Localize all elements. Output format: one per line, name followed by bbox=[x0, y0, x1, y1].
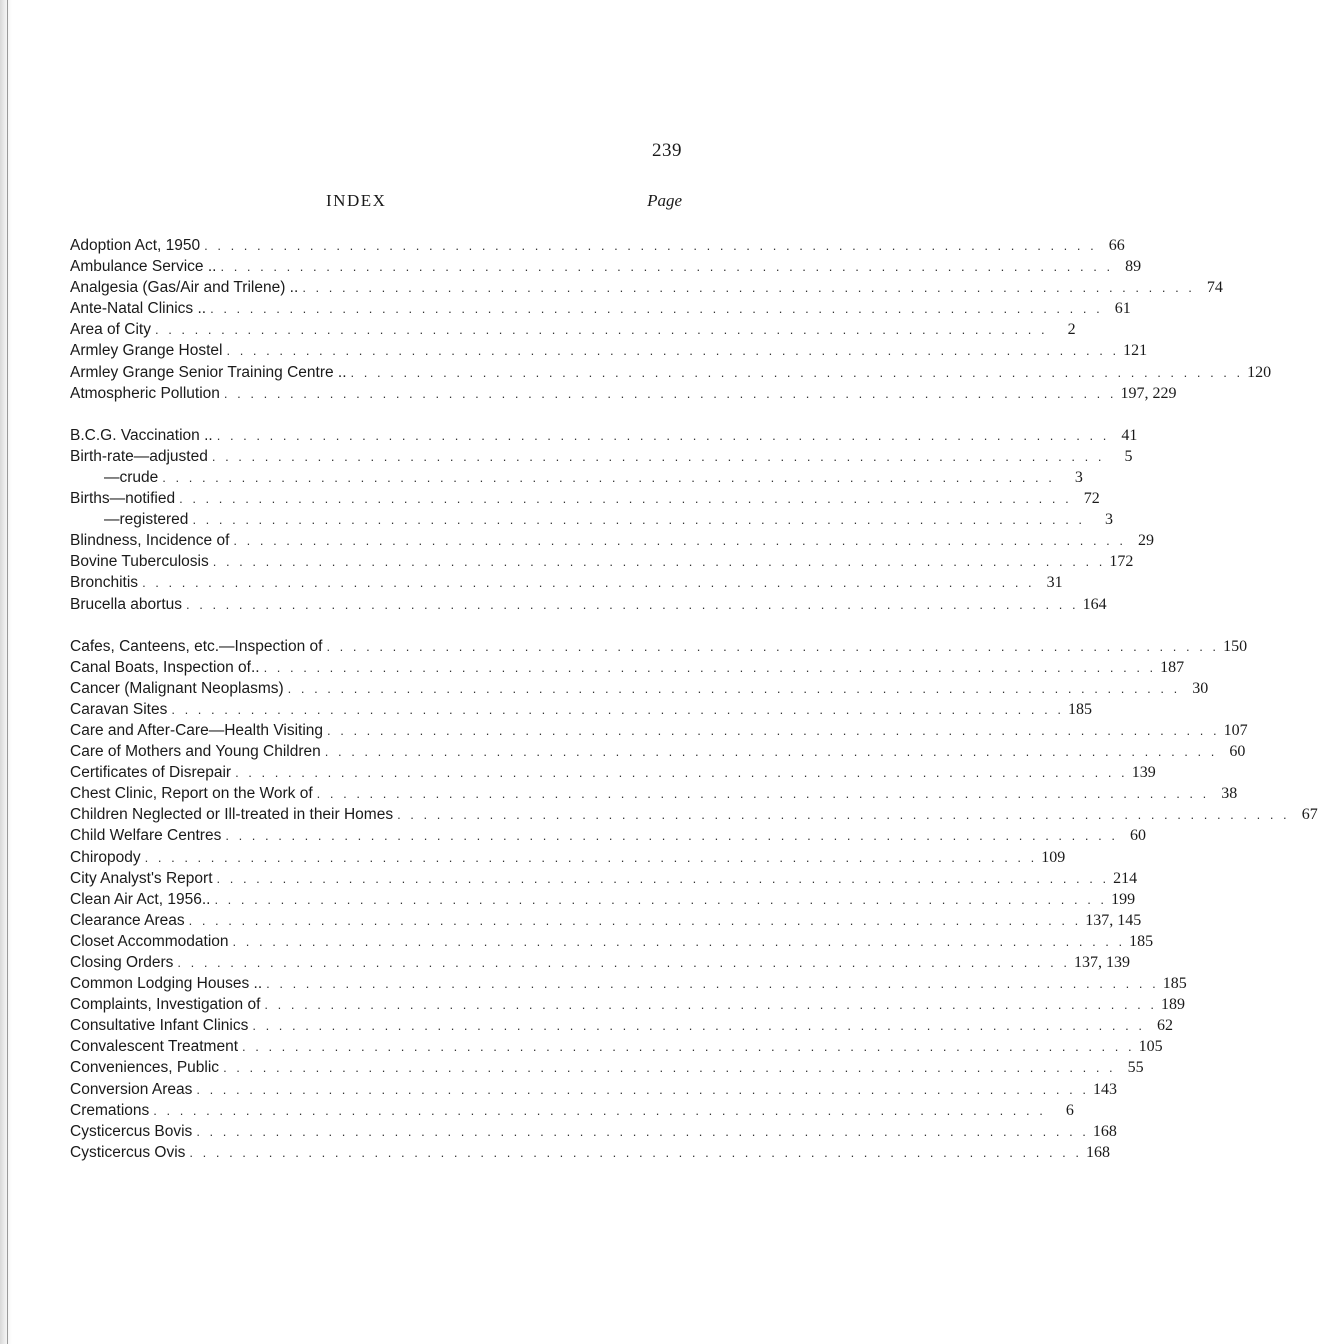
index-term: Adoption Act, 1950 bbox=[70, 237, 201, 254]
index-page-ref: 189 bbox=[1161, 996, 1186, 1014]
dot-leader: . . . . . . . . . . . . . . . . . . . . . . . . . . . . . . . . . . . . . . . . . . . . . . . . . . . . . . . . . . . . . . . . . . . . bbox=[204, 238, 1097, 253]
index-entry bbox=[70, 362, 1272, 383]
index-page-ref: 41 bbox=[1121, 426, 1138, 444]
index-page-ref: 137, 145 bbox=[1085, 911, 1142, 929]
index-term: Ambulance Service .. bbox=[70, 258, 217, 276]
index-page-ref: 109 bbox=[1041, 848, 1066, 866]
index-entry bbox=[70, 298, 1131, 319]
dot-leader: . . . . . . . . . . . . . . . . . . . . . . . . . . . . . . . . . . . . . . . . . . . . . . . . . . . . . . . . . . . . . . . . . . . . bbox=[188, 912, 1082, 928]
index-term: Armley Grange Senior Training Centre .. bbox=[70, 363, 347, 381]
index-title: INDEX bbox=[326, 191, 387, 210]
index-page-ref: 168 bbox=[1086, 1143, 1111, 1161]
index-term: Certificates of Disrepair bbox=[70, 764, 232, 782]
index-entry bbox=[70, 973, 1187, 994]
index-page-ref: 29 bbox=[1138, 532, 1155, 550]
dot-leader: . . . . . . . . . . . . . . . . . . . . . . . . . . . . . . . . . . . . . . . . . . . . . . . . . . . . . . . . . . . . . . . . . . . . bbox=[233, 533, 1127, 549]
dot-leader: . . . . . . . . . . . . . . . . . . . . . . . . . . . . . . . . . . . . . . . . . . . . . . . . . . . . . . . . . . . . . . . . . . . . bbox=[171, 701, 1064, 717]
dot-leader: . . . . . . . . . . . . . . . . . . . . . . . . . . . . . . . . . . . . . . . . . . . . . . . . . . . . . . . . . . . . . . . . . . . . bbox=[214, 891, 1108, 907]
dot-leader: . . . . . . . . . . . . . . . . . . . . . . . . . . . . . . . . . . . . . . . . . . . . . . . . . . . . . . . . . . . . . . . . . . . . bbox=[302, 280, 1195, 296]
index-entry bbox=[70, 1100, 1074, 1121]
index-entry bbox=[70, 1121, 1117, 1142]
index-entry bbox=[70, 340, 1148, 361]
index-page-ref: 187 bbox=[1160, 658, 1185, 676]
index-term: Births—notified bbox=[70, 490, 176, 508]
index-term: Closet Accommodation bbox=[70, 932, 229, 950]
index-entry bbox=[70, 636, 1248, 657]
index-entry bbox=[70, 699, 1092, 720]
index-entry bbox=[70, 425, 1138, 446]
index-page-ref: 139 bbox=[1131, 764, 1156, 782]
index-page-ref: 3 bbox=[1105, 511, 1114, 529]
index-term: Care of Mothers and Young Children bbox=[70, 743, 321, 761]
index-page-ref: 30 bbox=[1192, 679, 1209, 697]
index-entry bbox=[70, 509, 1114, 530]
page-number: 239 bbox=[652, 140, 682, 161]
dot-leader: . . . . . . . . . . . . . . . . . . . . . . . . . . . . . . . . . . . . . . . . . . . . . . . . . . . . . . . . . . . . . . . . . . . . bbox=[316, 786, 1210, 802]
index-entry bbox=[70, 1142, 1111, 1163]
index-term: Conversion Areas bbox=[70, 1080, 193, 1098]
index-term: Children Neglected or Ill-treated in their Homes bbox=[70, 806, 394, 824]
index-entry bbox=[70, 235, 1125, 256]
page-column-heading: Page bbox=[647, 191, 682, 210]
dot-leader: . . . . . . . . . . . . . . . . . . . . . . . . . . . . . . . . . . . . . . . . . . . . . . . . . . . . . . . . . . . . . . . . . . . . bbox=[177, 955, 1070, 970]
index-entry bbox=[70, 319, 1076, 340]
dot-leader: . . . . . . . . . . . . . . . . . . . . . . . . . . . . . . . . . . . . . . . . . . . . . . . . . . . . . . . . . . . . . . . . . . . . bbox=[263, 659, 1157, 675]
index-term: Bovine Tuberculosis bbox=[70, 553, 209, 571]
index-term: Chest Clinic, Report on the Work of bbox=[70, 785, 313, 803]
index-term: Canal Boats, Inspection of.. bbox=[70, 658, 260, 676]
index-page-ref: 66 bbox=[1108, 237, 1125, 254]
dot-leader: . . . . . . . . . . . . . . . . . . . . . . . . . . . . . . . . . . . . . . . . . . . . . . . . . . . . . . . . . . . . . . . . . . . . bbox=[189, 1144, 1083, 1160]
index-term: Clearance Areas bbox=[70, 911, 185, 929]
index-term: Clean Air Act, 1956.. bbox=[70, 890, 211, 908]
index-term: Conveniences, Public bbox=[70, 1059, 220, 1077]
index-term: Cysticercus Ovis bbox=[70, 1143, 186, 1161]
dot-leader: . . . . . . . . . . . . . . . . . . . . . . . . . . . . . . . . . . . . . . . . . . . . . . . . . . . . . . . . . . . . . . . . . . . . bbox=[266, 976, 1159, 992]
index-page-ref: 105 bbox=[1138, 1038, 1163, 1056]
index-term: Armley Grange Hostel bbox=[70, 342, 223, 360]
dot-leader: . . . . . . . . . . . . . . . . . . . . . . . . . . . . . . . . . . . . . . . . . . . . . . . . . . . . . . . . . . . . . . . . . . . . bbox=[211, 448, 1105, 464]
index-term: —registered bbox=[104, 511, 189, 529]
index-entry bbox=[70, 952, 1130, 973]
index-entry bbox=[70, 1036, 1163, 1057]
index-entries bbox=[70, 235, 1318, 1163]
index-entry bbox=[70, 488, 1100, 509]
index-page-ref: 2 bbox=[1067, 321, 1076, 339]
index-entry bbox=[70, 530, 1155, 551]
index-page-ref: 197, 229 bbox=[1120, 384, 1177, 402]
dot-leader: . . . . . . . . . . . . . . . . . . . . . . . . . . . . . . . . . . . . . . . . . . . . . . . . . . . . . . . . . . . . . . . . . . . . bbox=[196, 1123, 1089, 1139]
index-term: Complaints, Investigation of bbox=[70, 996, 261, 1014]
dot-leader: . . . . . . . . . . . . . . . . . . . . . . . . . . . . . . . . . . . . . . . . . . . . . . . . . . . . . . . . . . . . . . . . . . . . bbox=[210, 301, 1103, 317]
dot-leader: . . . . . . . . . . . . . . . . . . . . . . . . . . . . . . . . . . . . . . . . . . . . . . . . . . . . . . . . . . . . . . . . . . . . bbox=[192, 512, 1086, 528]
index-entry bbox=[70, 594, 1107, 615]
index-entry bbox=[70, 868, 1138, 889]
index-section bbox=[70, 425, 1155, 615]
dot-leader: . . . . . . . . . . . . . . . . . . . . . . . . . . . . . . . . . . . . . . . . . . . . . . . . . . . . . . . . . . . . . . . . . . . . bbox=[186, 596, 1079, 612]
index-entry bbox=[70, 741, 1246, 762]
dot-leader: . . . . . . . . . . . . . . . . . . . . . . . . . . . . . . . . . . . . . . . . . . . . . . . . . . . . . . . . . . . . . . . . . . . . bbox=[212, 554, 1106, 570]
index-entry bbox=[70, 572, 1063, 593]
dot-leader: . . . . . . . . . . . . . . . . . . . . . . . . . . . . . . . . . . . . . . . . . . . . . . . . . . . . . . . . . . . . . . . . . . . . bbox=[179, 491, 1072, 507]
dot-leader: . . . . . . . . . . . . . . . . . . . . . . . . . . . . . . . . . . . . . . . . . . . . . . . . . . . . . . . . . . . . . . . . . . . . bbox=[264, 997, 1158, 1013]
index-term: Common Lodging Houses .. bbox=[70, 975, 263, 993]
dot-leader: . . . . . . . . . . . . . . . . . . . . . . . . . . . . . . . . . . . . . . . . . . . . . . . . . . . . . . . . . . . . . . . . . . . . bbox=[223, 1060, 1116, 1076]
index-page-ref: 62 bbox=[1156, 1017, 1173, 1035]
index-term: Child Welfare Centres bbox=[70, 827, 222, 845]
index-entry bbox=[70, 446, 1133, 467]
index-entry bbox=[70, 825, 1146, 846]
index-entry bbox=[70, 1057, 1144, 1078]
index-page-ref: 107 bbox=[1223, 721, 1248, 739]
index-section bbox=[70, 636, 1318, 1163]
index-term: Area of City bbox=[70, 321, 151, 339]
index-page-ref: 172 bbox=[1109, 553, 1134, 571]
index-page-ref: 38 bbox=[1221, 785, 1238, 803]
index-term: Cremations bbox=[70, 1101, 150, 1119]
index-term: B.C.G. Vaccination .. bbox=[70, 426, 213, 444]
dot-leader: . . . . . . . . . . . . . . . . . . . . . . . . . . . . . . . . . . . . . . . . . . . . . . . . . . . . . . . . . . . . . . . . . . . . bbox=[252, 1018, 1145, 1034]
index-page-ref: 185 bbox=[1067, 700, 1092, 718]
index-page-ref: 31 bbox=[1046, 574, 1063, 592]
dot-leader: . . . . . . . . . . . . . . . . . . . . . . . . . . . . . . . . . . . . . . . . . . . . . . . . . . . . . . . . . . . . . . . . . . . . bbox=[326, 638, 1220, 654]
dot-leader: . . . . . . . . . . . . . . . . . . . . . . . . . . . . . . . . . . . . . . . . . . . . . . . . . . . . . . . . . . . . . . . . . . . . bbox=[225, 828, 1118, 844]
index-entry bbox=[70, 910, 1142, 931]
dot-leader: . . . . . . . . . . . . . . . . . . . . . . . . . . . . . . . . . . . . . . . . . . . . . . . . . . . . . . . . . . . . . . . . . . . . bbox=[327, 722, 1220, 738]
dot-leader: . . . . . . . . . . . . . . . . . . . . . . . . . . . . . . . . . . . . . . . . . . . . . . . . . . . . . . . . . . . . . . . . . . . . bbox=[287, 680, 1181, 696]
page-binding-edge bbox=[0, 0, 12, 1344]
index-term: Cancer (Malignant Neoplasms) bbox=[70, 679, 284, 697]
index-section bbox=[70, 235, 1272, 404]
dot-leader: . . . . . . . . . . . . . . . . . . . . . . . . . . . . . . . . . . . . . . . . . . . . . . . . . . . . . . . . . . . . . . . . . . . . bbox=[216, 427, 1110, 443]
index-entry bbox=[70, 1015, 1173, 1036]
index-term: Brucella abortus bbox=[70, 595, 183, 613]
index-page-ref: 61 bbox=[1114, 300, 1131, 318]
dot-leader: . . . . . . . . . . . . . . . . . . . . . . . . . . . . . . . . . . . . . . . . . . . . . . . . . . . . . . . . . . . . . . . . . . . . bbox=[223, 385, 1117, 401]
index-term: Atmospheric Pollution bbox=[70, 384, 220, 402]
index-page-ref: 150 bbox=[1223, 637, 1248, 655]
index-entry bbox=[70, 678, 1209, 699]
index-page-ref: 5 bbox=[1124, 447, 1133, 465]
index-term: Cysticercus Bovis bbox=[70, 1122, 193, 1140]
index-entry bbox=[70, 847, 1066, 868]
index-page-ref: 137, 139 bbox=[1073, 954, 1130, 971]
index-term: Convalescent Treatment bbox=[70, 1038, 239, 1056]
index-page-ref: 164 bbox=[1082, 595, 1107, 613]
index-term: Analgesia (Gas/Air and Trilene) .. bbox=[70, 279, 299, 297]
dot-leader: . . . . . . . . . . . . . . . . . . . . . . . . . . . . . . . . . . . . . . . . . . . . . . . . . . . . . . . . . . . . . . . . . . . . bbox=[162, 469, 1055, 485]
dot-leader: . . . . . . . . . . . . . . . . . . . . . . . . . . . . . . . . . . . . . . . . . . . . . . . . . . . . . . . . . . . . . . . . . . . . bbox=[153, 1102, 1046, 1118]
index-page-ref: 67 bbox=[1301, 806, 1318, 824]
dot-leader: . . . . . . . . . . . . . . . . . . . . . . . . . . . . . . . . . . . . . . . . . . . . . . . . . . . . . . . . . . . . . . . . . . . . bbox=[324, 744, 1218, 760]
dot-leader: . . . . . . . . . . . . . . . . . . . . . . . . . . . . . . . . . . . . . . . . . . . . . . . . . . . . . . . . . . . . . . . . . . . . bbox=[216, 870, 1110, 886]
index-page-ref: 60 bbox=[1129, 827, 1146, 845]
dot-leader: . . . . . . . . . . . . . . . . . . . . . . . . . . . . . . . . . . . . . . . . . . . . . . . . . . . . . . . . . . . . . . . . . . . . bbox=[142, 575, 1035, 591]
index-entry bbox=[70, 720, 1248, 741]
index-page-ref: 55 bbox=[1127, 1059, 1144, 1077]
index-term: Cafes, Canteens, etc.—Inspection of bbox=[70, 637, 323, 655]
index-page-ref: 60 bbox=[1229, 743, 1246, 761]
index-term: Caravan Sites bbox=[70, 700, 168, 718]
index-entry bbox=[70, 783, 1238, 804]
index-entry bbox=[70, 256, 1142, 277]
dot-leader: . . . . . . . . . . . . . . . . . . . . . . . . . . . . . . . . . . . . . . . . . . . . . . . . . . . . . . . . . . . . . . . . . . . . bbox=[350, 364, 1244, 380]
index-term: Closing Orders bbox=[70, 954, 174, 971]
index-entry bbox=[70, 931, 1154, 952]
binding-line bbox=[7, 0, 8, 1344]
index-term: —crude bbox=[104, 468, 159, 486]
index-entry bbox=[70, 889, 1136, 910]
dot-leader: . . . . . . . . . . . . . . . . . . . . . . . . . . . . . . . . . . . . . . . . . . . . . . . . . . . . . . . . . . . . . . . . . . . . bbox=[144, 849, 1038, 865]
dot-leader: . . . . . . . . . . . . . . . . . . . . . . . . . . . . . . . . . . . . . . . . . . . . . . . . . . . . . . . . . . . . . . . . . . . . bbox=[226, 343, 1120, 359]
dot-leader: . . . . . . . . . . . . . . . . . . . . . . . . . . . . . . . . . . . . . . . . . . . . . . . . . . . . . . . . . . . . . . . . . . . . bbox=[220, 259, 1114, 275]
index-page-ref: 120 bbox=[1247, 363, 1272, 381]
index-page-ref: 74 bbox=[1206, 279, 1223, 297]
index-entry bbox=[70, 551, 1134, 572]
dot-leader: . . . . . . . . . . . . . . . . . . . . . . . . . . . . . . . . . . . . . . . . . . . . . . . . . . . . . . . . . . . . . . . . . . . . bbox=[154, 322, 1048, 338]
index-page-ref: 143 bbox=[1092, 1080, 1117, 1098]
dot-leader: . . . . . . . . . . . . . . . . . . . . . . . . . . . . . . . . . . . . . . . . . . . . . . . . . . . . . . . . . . . . . . . . . . . . bbox=[397, 807, 1290, 823]
index-term: Consultative Infant Clinics bbox=[70, 1017, 249, 1035]
index-entry bbox=[70, 762, 1156, 783]
index-page-ref: 185 bbox=[1129, 932, 1154, 950]
index-page-ref: 89 bbox=[1125, 258, 1142, 276]
index-term: Birth-rate—adjusted bbox=[70, 447, 208, 465]
dot-leader: . . . . . . . . . . . . . . . . . . . . . . . . . . . . . . . . . . . . . . . . . . . . . . . . . . . . . . . . . . . . . . . . . . . . bbox=[196, 1081, 1089, 1097]
index-page-ref: 72 bbox=[1083, 490, 1100, 508]
index-page-ref: 6 bbox=[1065, 1101, 1074, 1119]
index-entry bbox=[70, 657, 1185, 678]
index-entry bbox=[70, 277, 1223, 298]
index-page-ref: 214 bbox=[1113, 869, 1138, 887]
index-entry bbox=[70, 467, 1083, 488]
index-entry bbox=[70, 1079, 1117, 1100]
index-entry bbox=[70, 383, 1177, 404]
index-term: Ante-Natal Clinics .. bbox=[70, 300, 207, 318]
index-entry bbox=[70, 804, 1318, 825]
index-page-ref: 3 bbox=[1074, 468, 1083, 486]
index-term: City Analyst's Report bbox=[70, 869, 213, 887]
index-page-ref: 185 bbox=[1162, 975, 1187, 993]
index-term: Care and After-Care—Health Visiting bbox=[70, 721, 324, 739]
index-page-ref: 199 bbox=[1111, 890, 1136, 908]
index-page-ref: 168 bbox=[1092, 1122, 1117, 1140]
index-term: Bronchitis bbox=[70, 574, 139, 592]
dot-leader: . . . . . . . . . . . . . . . . . . . . . . . . . . . . . . . . . . . . . . . . . . . . . . . . . . . . . . . . . . . . . . . . . . . . bbox=[242, 1039, 1135, 1055]
dot-leader: . . . . . . . . . . . . . . . . . . . . . . . . . . . . . . . . . . . . . . . . . . . . . . . . . . . . . . . . . . . . . . . . . . . . bbox=[232, 933, 1126, 949]
index-term: Blindness, Incidence of bbox=[70, 532, 230, 550]
index-entry bbox=[70, 994, 1186, 1015]
index-page-ref: 121 bbox=[1123, 342, 1148, 360]
index-term: Chiropody bbox=[70, 848, 141, 866]
dot-leader: . . . . . . . . . . . . . . . . . . . . . . . . . . . . . . . . . . . . . . . . . . . . . . . . . . . . . . . . . . . . . . . . . . . . bbox=[235, 765, 1128, 781]
